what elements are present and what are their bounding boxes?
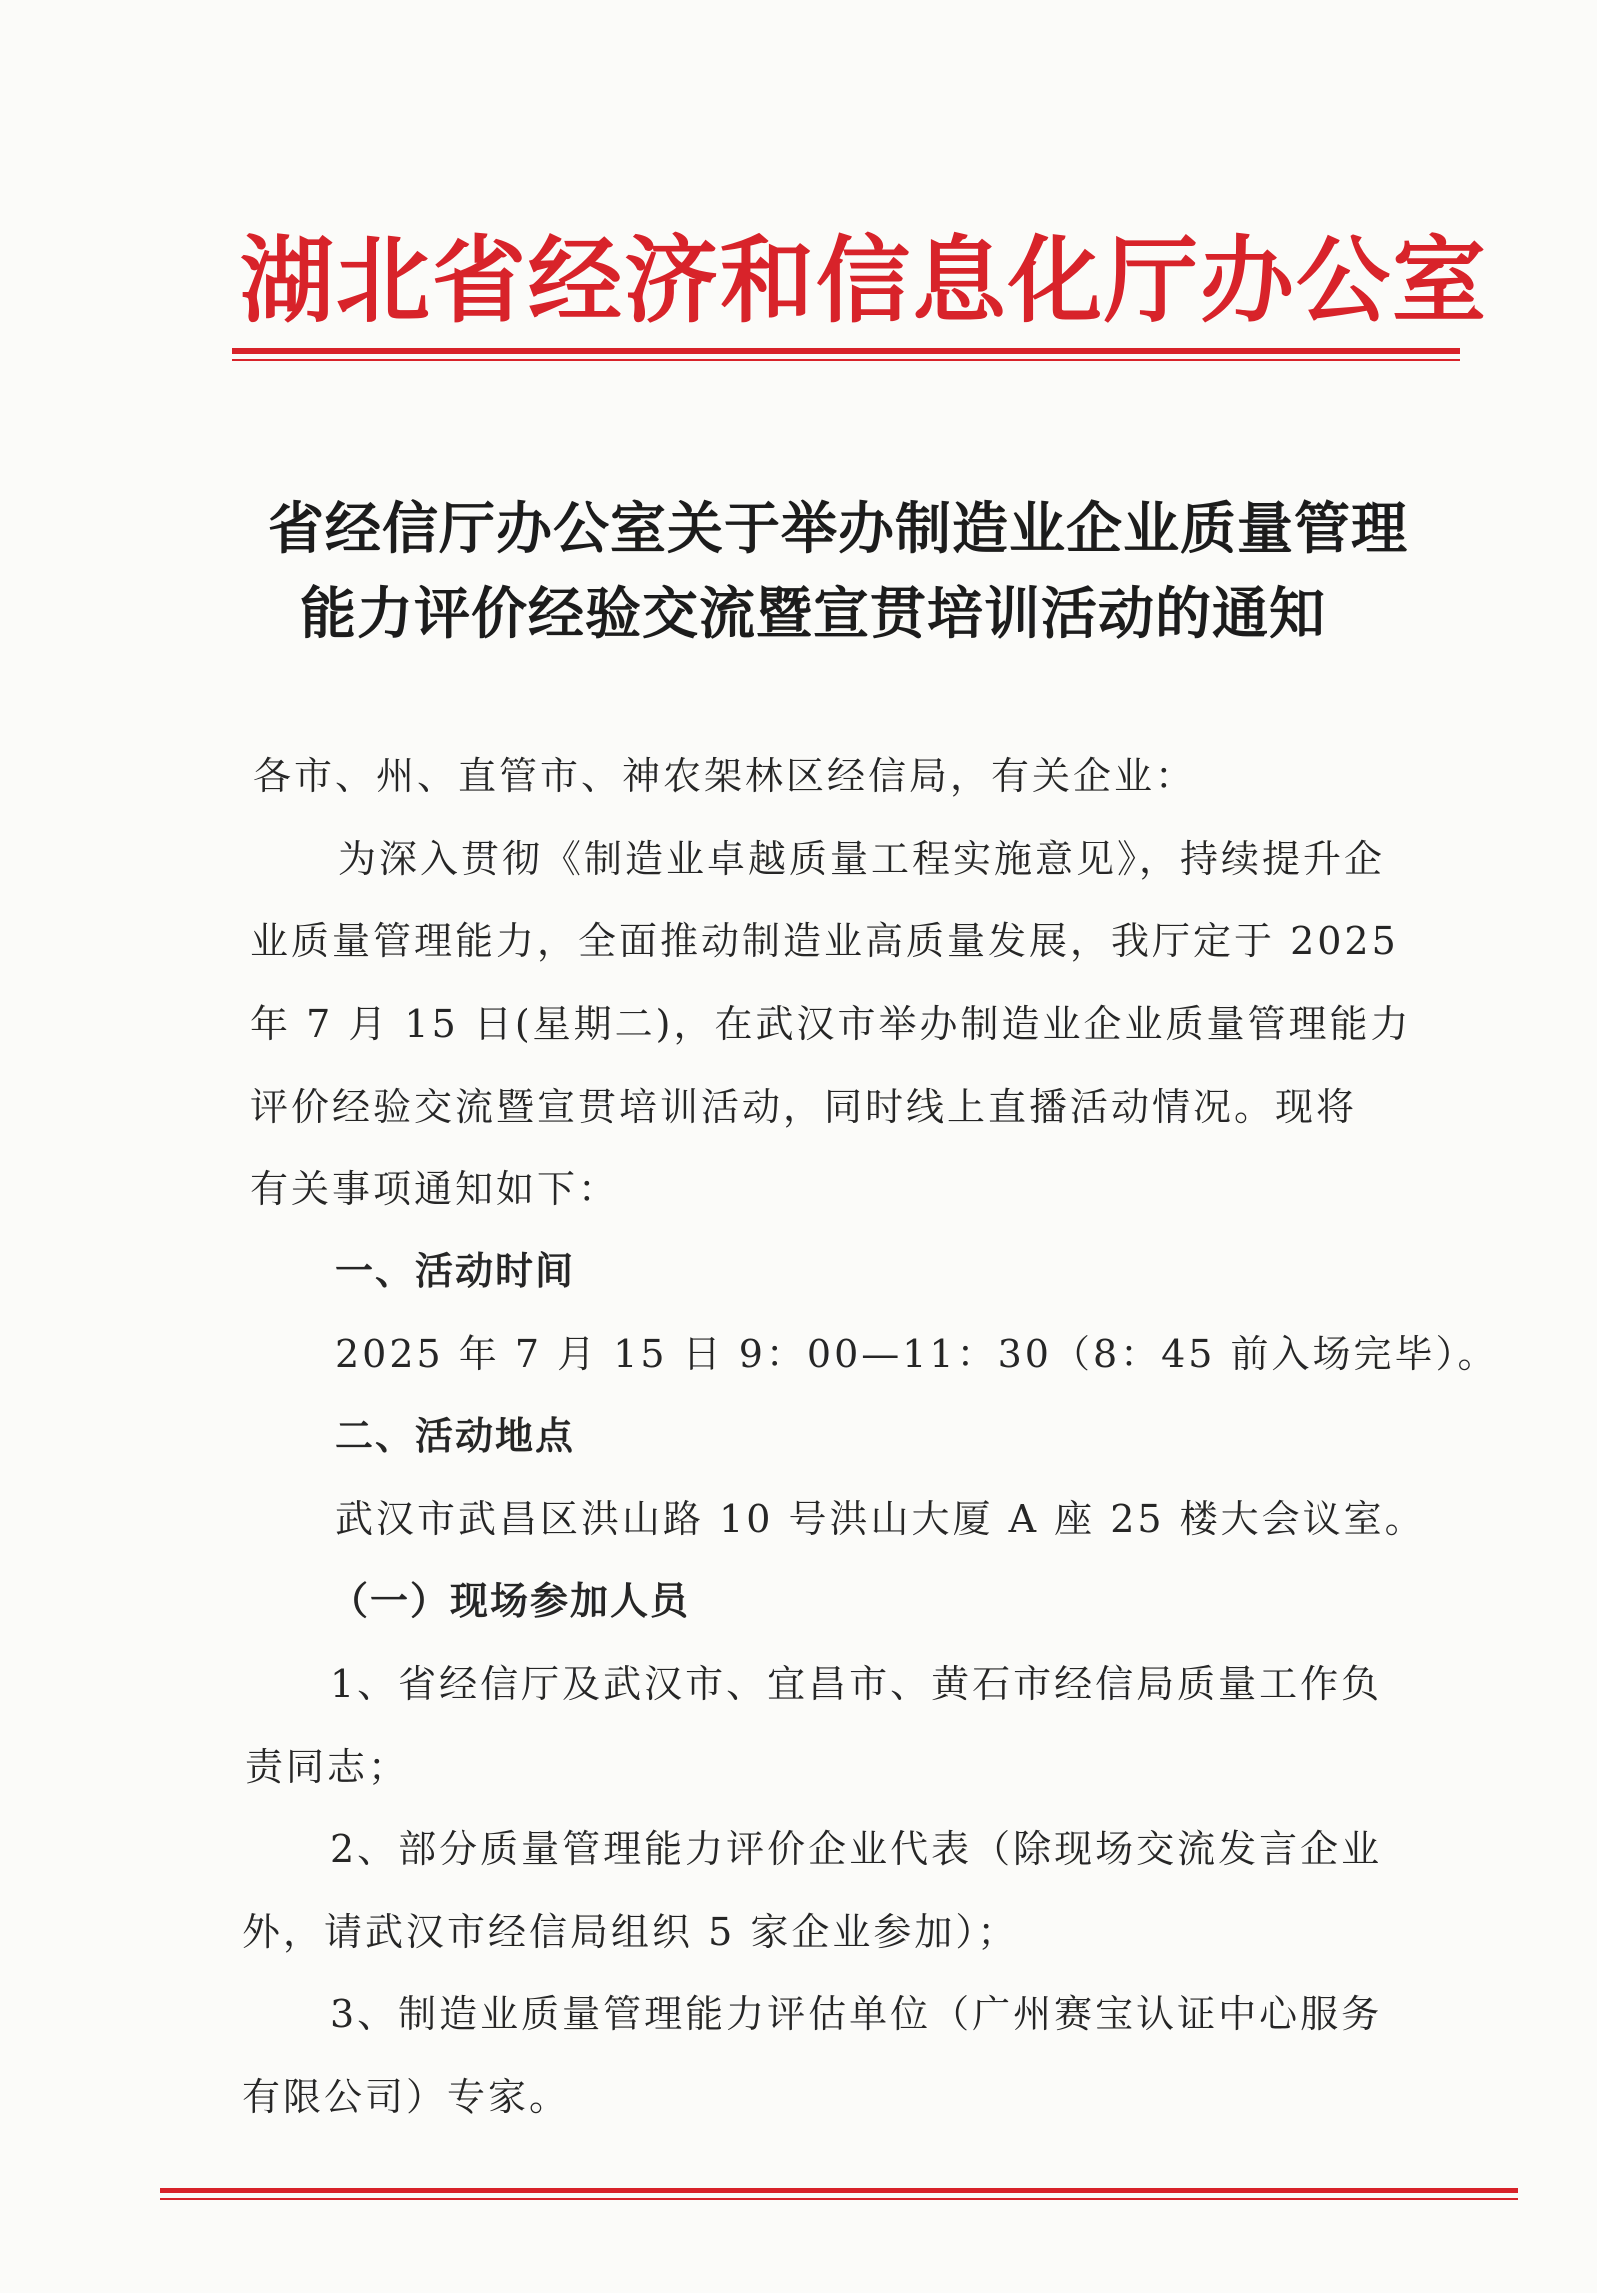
issuing-organization-header: 湖北省经济和信息化厅办公室 [240,227,1489,336]
intro-line-1: 为深入贯彻《制造业卓越质量工程实施意见》，持续提升企 [338,837,1386,881]
intro-line-2: 业质量管理能力，全面推动制造业高质量发展，我厅定于 2025 [250,919,1399,963]
list-item-1-line-2: 责同志； [245,1745,410,1789]
footer-red-line [160,2188,1518,2193]
salutation: 各市、州、直管市、神农架林区经信局，有关企业： [253,754,1197,798]
list-item-3-line-2: 有限公司）专家。 [242,2075,571,2119]
list-item-2-line-2: 外，请武汉市经信局组织 5 家企业参加）； [242,1910,1019,1954]
intro-line-5: 有关事项通知如下： [250,1167,620,1211]
document-title-line-1: 省经信厅办公室关于举办制造业企业质量管理 [268,497,1408,562]
section-heading-time: 一、活动时间 [335,1249,576,1293]
section-heading-location: 二、活动地点 [335,1414,576,1458]
document-title-line-2: 能力评价经验交流暨宣贯培训活动的通知 [300,582,1326,647]
intro-line-4: 评价经验交流暨宣贯培训活动，同时线上直播活动情况。现将 [250,1085,1358,1129]
section-text-time: 2025 年 7 月 15 日 9：00—11：30（8：45 前入场完毕）。 [335,1332,1499,1376]
list-item-2-line-1: 2、部分质量管理能力评价企业代表（除现场交流发言企业 [330,1827,1383,1871]
list-item-3-line-1: 3、制造业质量管理能力评估单位（广州赛宝认证中心服务 [330,1992,1383,2036]
section-text-location: 武汉市武昌区洪山路 10 号洪山大厦 A 座 25 楼大会议室。 [335,1497,1426,1541]
subsection-heading-onsite: （一）现场参加人员 [330,1579,691,1623]
footer-red-line-thin [160,2198,1518,2200]
header-red-line [232,348,1460,354]
header-red-line-thin [232,359,1460,361]
intro-line-3: 年 7 月 15 日(星期二)，在武汉市举办制造业企业质量管理能力 [250,1002,1412,1046]
list-item-1-line-1: 1、省经信厅及武汉市、宜昌市、黄石市经信局质量工作负 [330,1662,1383,1706]
